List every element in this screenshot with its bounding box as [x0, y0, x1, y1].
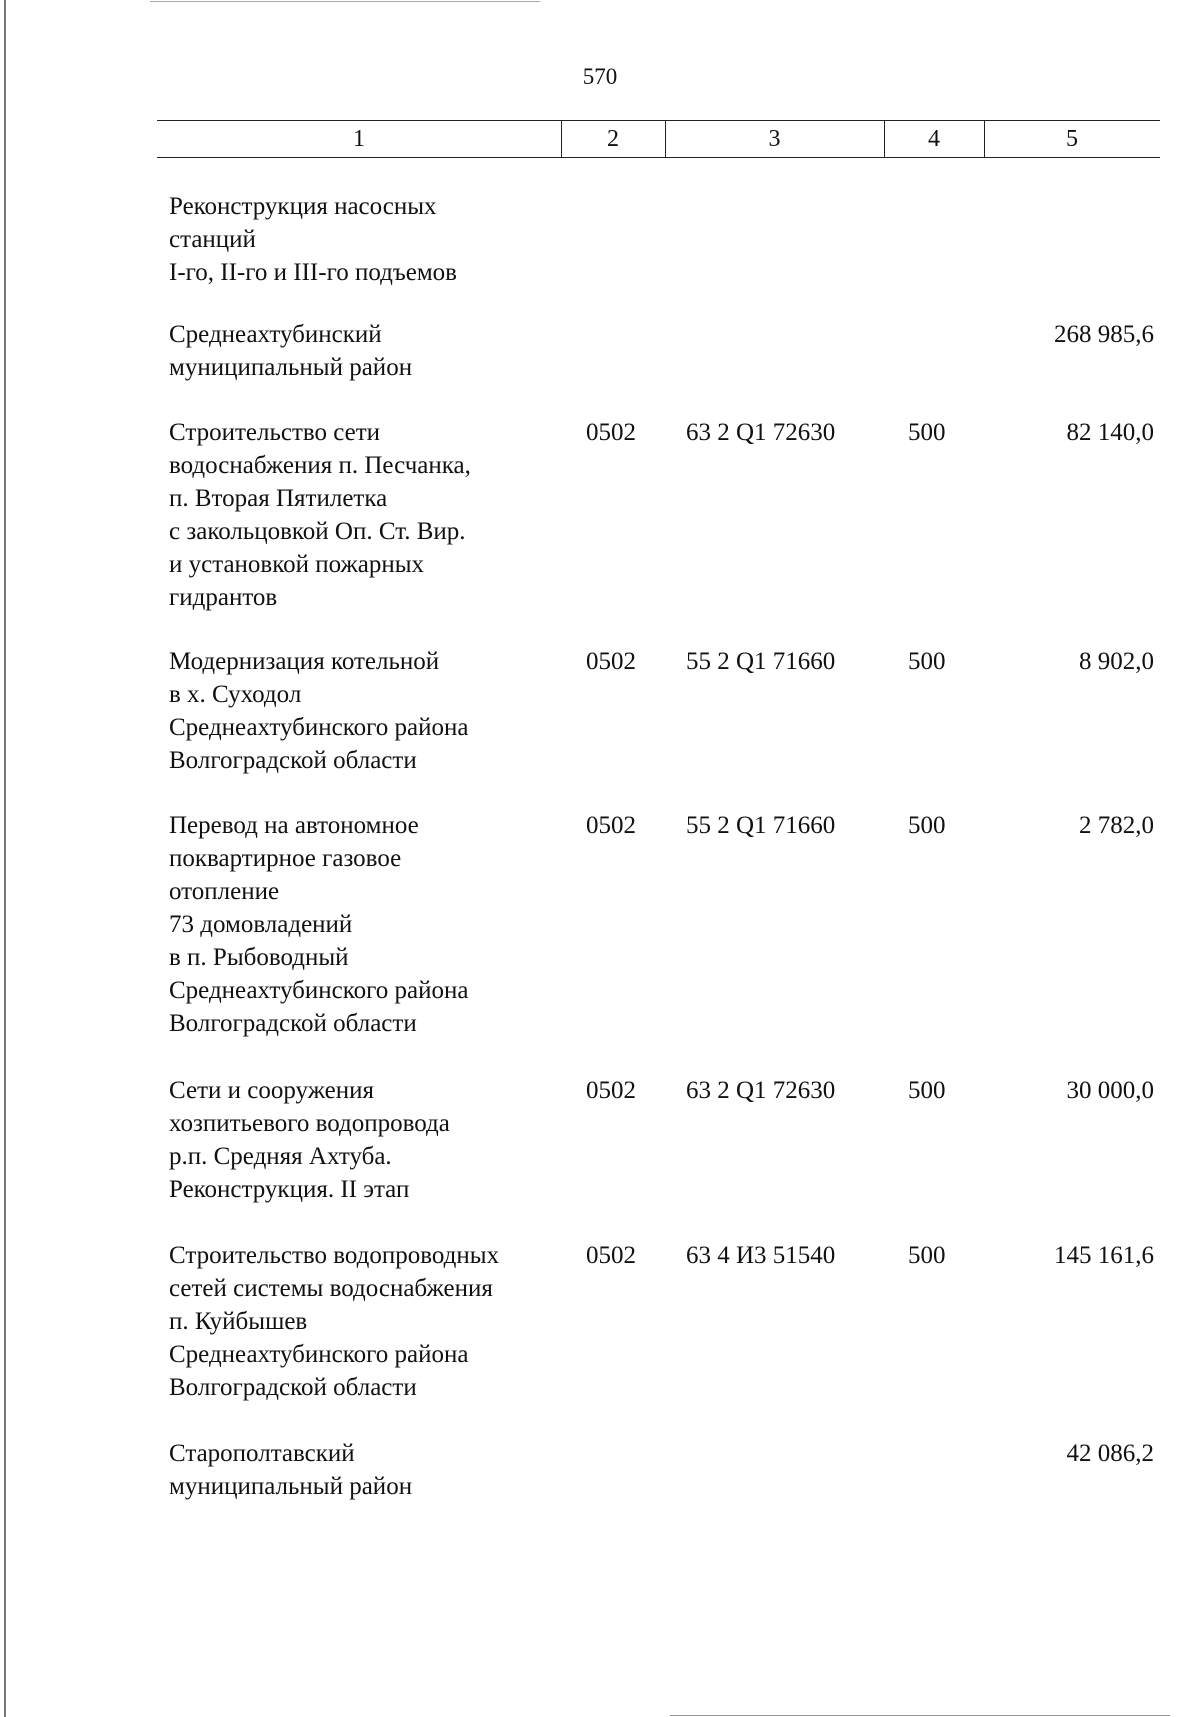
- row-target: 63 2 Q1 72630: [686, 1077, 836, 1104]
- row-amount: 30 000,0: [1066, 1077, 1154, 1104]
- row-name: Старополтавский муниципальный район: [169, 1440, 413, 1500]
- column-header-1: 1: [353, 126, 365, 152]
- column-header-2: 2: [607, 126, 619, 152]
- row-type: 500: [908, 1077, 946, 1104]
- row-name: Модернизация котельной в х. Суходол Среднеахтубинского района Волгоградской области: [169, 648, 469, 774]
- row-target: 63 2 Q1 72630: [686, 419, 836, 446]
- row-section: 0502: [586, 812, 636, 839]
- row-section: 0502: [586, 648, 636, 675]
- row-amount: 82 140,0: [1066, 419, 1154, 446]
- scan-top-line: [150, 1, 540, 2]
- column-header-5: 5: [1066, 126, 1078, 152]
- row-name: Перевод на автономное поквартирное газовое отопление 73 домовладений в п. Рыбоводный Среднеахтубинского района Волгоградской области: [169, 812, 469, 1037]
- column-header-3: 3: [768, 126, 781, 152]
- row-amount: 145 161,6: [1054, 1242, 1154, 1269]
- row-target: 55 2 Q1 71660: [686, 812, 836, 839]
- row-name: Среднеахтубинский муниципальный район: [169, 321, 413, 381]
- row-section: 0502: [586, 1242, 636, 1269]
- row-amount: 42 086,2: [1066, 1440, 1154, 1467]
- table-header: [157, 120, 1160, 158]
- row-type: 500: [908, 648, 946, 675]
- row-type: 500: [908, 419, 946, 446]
- row-type: 500: [908, 1242, 946, 1269]
- column-header-4: 4: [928, 126, 940, 152]
- row-amount: 268 985,6: [1054, 321, 1154, 348]
- row-target: 63 4 И3 51540: [686, 1242, 836, 1269]
- row-name: Строительство водопроводных сетей системы водоснабжения п. Куйбышев Среднеахтубинского района Волгоградской области: [169, 1242, 500, 1401]
- scan-bottom-line: [670, 1715, 1170, 1716]
- row-section: 0502: [586, 1077, 636, 1104]
- row-name: Строительство сети водоснабжения п. Песчанка, п. Вторая Пятилетка с закольцовкой Оп. Ст. Вир. и установкой пожарных гидрантов: [169, 419, 471, 611]
- row-name: Сети и сооружения хозпитьевого водопровода р.п. Средняя Ахтуба. Реконструкция. II этап: [169, 1077, 450, 1203]
- row-amount: 2 782,0: [1079, 812, 1154, 839]
- row-section: 0502: [586, 419, 636, 446]
- row-name: Реконструкция насосных станций I-го, II-го и III-го подъемов: [169, 193, 457, 286]
- page-number: 570: [582, 64, 618, 89]
- row-type: 500: [908, 812, 946, 839]
- scan-left-edge: [4, 0, 6, 1717]
- row-target: 55 2 Q1 71660: [686, 648, 836, 675]
- row-amount: 8 902,0: [1079, 648, 1154, 675]
